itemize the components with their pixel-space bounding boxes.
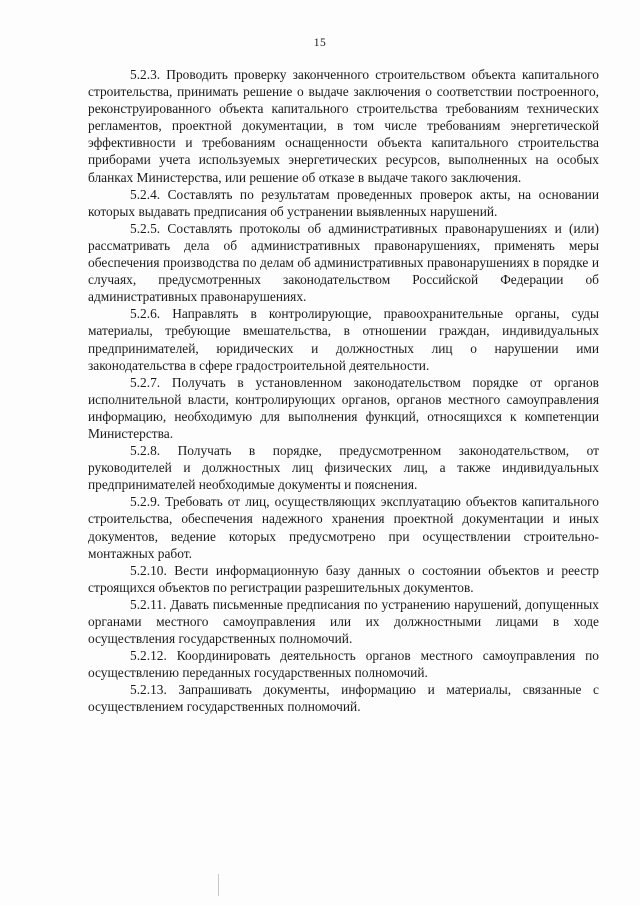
paragraph-5-2-13: 5.2.13. Запрашивать документы, информацию и материалы, связанные с осуществлением государственных полномочий. bbox=[88, 682, 599, 715]
scan-artifact-line bbox=[218, 874, 219, 896]
paragraph-5-2-12: 5.2.12. Координировать деятельность органов местного самоуправления по осуществлению переданных государственных полномочий. bbox=[88, 648, 599, 681]
document-body bbox=[88, 66, 599, 716]
page-number: 15 bbox=[313, 37, 327, 49]
paragraph-5-2-8: 5.2.8. Получать в порядке, предусмотренном законодательством, от руководителей и должностных лиц физических лиц, а также индивидуальных предпринимателей необходимые документы и пояснения. bbox=[88, 443, 599, 493]
paragraph-5-2-3: 5.2.3. Проводить проверку законченного строительством объекта капитального строительства, принимать решение о выдаче заключения о соответствии построенного, реконструированного объекта капитального строительства требованиям технических регламентов, проектной документации, в том числе требованиям энергетической эффективности и требованиям оснащенности объекта капитального строительства приборами учета используемых энергетических ресурсов, выполненных на особых бланках Министерства, или решение об отказе в выдаче такого заключения. bbox=[88, 67, 599, 185]
paragraph-5-2-4: 5.2.4. Составлять по результатам проведенных проверок акты, на основании которых выдавать предписания об устранении выявленных нарушений. bbox=[88, 186, 599, 219]
paragraph-5-2-9: 5.2.9. Требовать от лиц, осуществляющих эксплуатацию объектов капитального строительства, обеспечения надежного хранения проектной документации и иных документов, ведение которых предусмотрено при осуществлении строительно-монтажных работ. bbox=[88, 494, 599, 561]
paragraph-5-2-6: 5.2.6. Направлять в контролирующие, правоохранительные органы, суды материалы, требующие вмешательства, в отношении граждан, индивидуальных предпринимателей, юридических и должностных лиц о нарушении ими законодательства в сфере градостроительной деятельности. bbox=[88, 306, 599, 373]
paragraph-5-2-10: 5.2.10. Вести информационную базу данных о состоянии объектов и реестр строящихся объектов по регистрации разрешительных документов. bbox=[88, 562, 599, 595]
paragraph-5-2-5: 5.2.5. Составлять протоколы об административных правонарушениях и (или) рассматривать дела об административных правонарушениях, применять меры обеспечения производства по делам об административных правонарушениях в порядке и случаях, предусмотренных законодательством Российской Федерации об административных правонарушениях. bbox=[88, 220, 599, 305]
paragraph-5-2-7: 5.2.7. Получать в установленном законодательством порядке от органов исполнительной власти, контролирующих органов, органов местного самоуправления информацию, необходимую для выполнения функций, относящихся к компетенции Министерства. bbox=[88, 374, 599, 441]
paragraph-5-2-11: 5.2.11. Давать письменные предписания по устранению нарушений, допущенных органами местного самоуправления или их должностными лицами в ходе осуществления государственных полномочий. bbox=[88, 596, 599, 647]
